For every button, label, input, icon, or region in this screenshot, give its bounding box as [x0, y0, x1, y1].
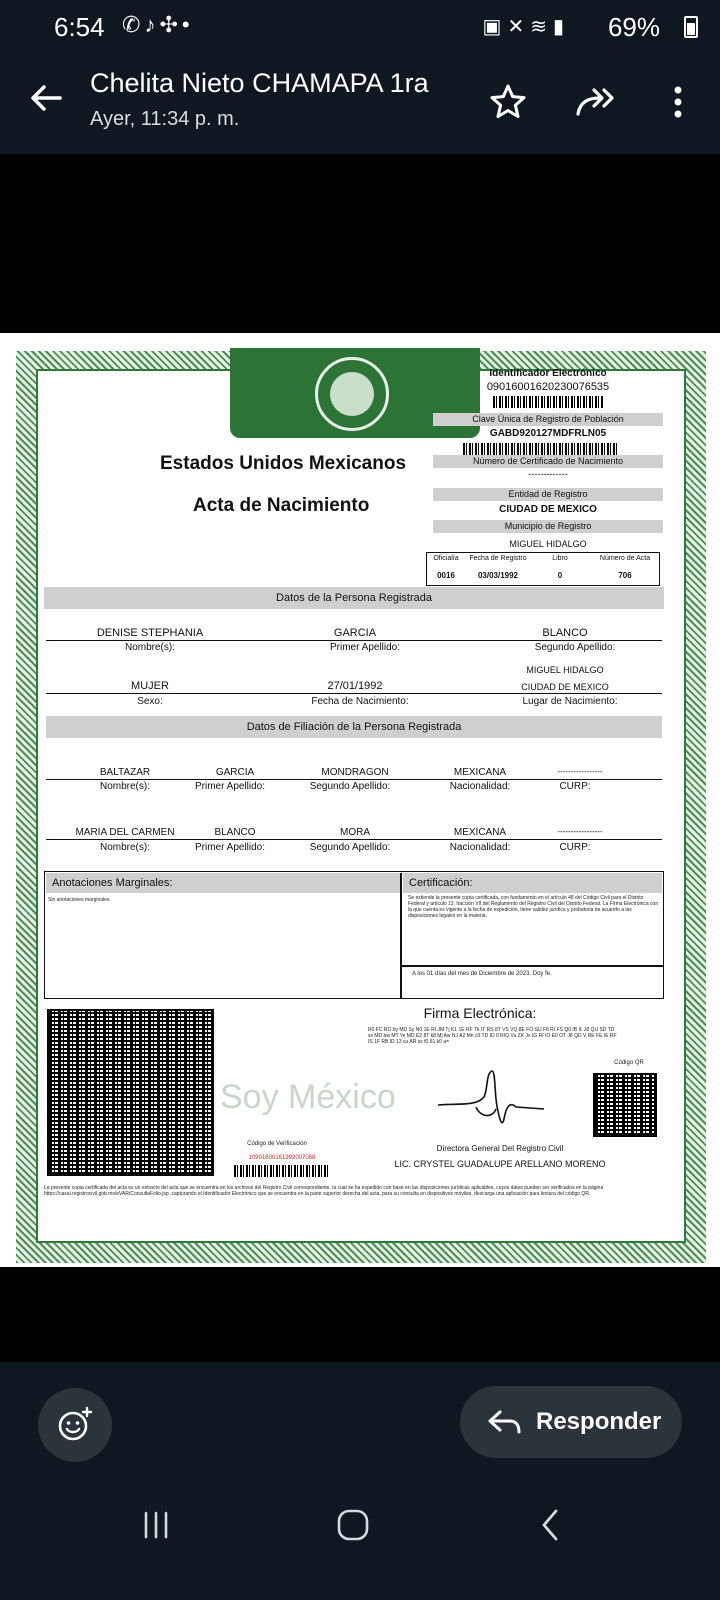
label-madre-curp: CURP: [559, 842, 591, 853]
home-icon[interactable] [336, 1508, 370, 1542]
divider [46, 779, 662, 780]
id-barcode [493, 396, 603, 408]
back-arrow-icon[interactable] [24, 76, 68, 120]
person-lugar-2: CIUDAD DE MEXICO [521, 682, 609, 692]
anotaciones-value: Sin anotaciones marginales. [48, 897, 111, 903]
anotaciones-label: Anotaciones Marginales: [46, 873, 400, 893]
person-fecha-nac: 27/01/1992 [327, 680, 383, 692]
footer-legal-text: La presente copia certificada del acta es un extracto del acta que se encuentra en los archivos del Registro Civil correspondiente, la cual se ha expedido con base en las disposiciones jurídicas aplicables, cuyos datos pueden ser verificados en la página https://caxai.registrocivil.gob.mx/eVAR/ConsultaFolio.jsp ,capturando el Identificador Electrónico que se encuentra en la parte superior derecha del acta, para su consulta en dispositivos móviles, descarga una aplicación para lectura del código QR. [44, 1185, 604, 1197]
curp-label: Clave Única de Registro de Población [433, 413, 663, 426]
certificacion-label: Certificación: [403, 873, 662, 893]
box-divider [402, 965, 664, 967]
codigo-verif-value: 10901600161992007068 [248, 1155, 316, 1161]
person-segundo-apellido: BLANCO [542, 627, 588, 639]
divider [46, 693, 662, 694]
recent-apps-icon[interactable] [140, 1510, 172, 1540]
cert-value: ------------- [528, 469, 568, 479]
nfc-icon: ▣ [482, 16, 508, 38]
cert-label: Número de Certificado de Nacimiento [433, 455, 663, 468]
app-bar [0, 52, 720, 154]
padre-curp: ----------------- [557, 767, 603, 776]
forward-icon[interactable] [574, 80, 622, 124]
reg-fecha: 03/03/1992 [477, 571, 519, 580]
national-seal-icon [315, 357, 389, 431]
label-padre-nombre: Nombre(s): [99, 781, 150, 792]
reg-header-libro: Libro [552, 555, 568, 562]
person-sexo: MUJER [131, 680, 169, 692]
document-type-title: Acta de Nacimiento [193, 495, 370, 516]
directora-label: Directora General Del Registro Civil [436, 1144, 564, 1153]
section-filiacion-title: Datos de Filiación de la Persona Registrada [46, 716, 662, 738]
label-madre-primer: Primer Apellido: [194, 842, 266, 853]
document-image[interactable] [0, 333, 720, 1267]
firma-hash: R0 FC RO by MD Sy N0 1E RI JM Tj K1 1E RF Tk IT RS 8T VS VQ 8E FO SU F6 RI FS Q0 IB IL J8 QU SD TD ss MD bw MT Ye MD E2 8T k8 Mj Aw NJ A2 Mn c0 TD ID 0 RIQ Vu ZK Jx IG RI IO E0 OT J8 QD V RE FE IE RF IS 1F RB ID 13 cu AR ss f0 61 k0 a= [368, 1027, 617, 1045]
label-lugar-nac: Lugar de Nacimiento: [522, 696, 618, 707]
reply-bar [0, 1362, 720, 1490]
notification-icons [122, 12, 194, 38]
divider [46, 839, 662, 840]
municipio-label: Municipio de Registro [433, 520, 663, 533]
padre-nacionalidad: MEXICANA [453, 767, 507, 778]
back-nav-icon[interactable] [538, 1508, 564, 1542]
chat-timestamp: Ayer, 11:34 p. m. [90, 108, 240, 130]
municipio-value: MIGUEL HIDALGO [509, 539, 587, 549]
dot-icon: • [181, 12, 194, 37]
signature-icon [436, 1067, 546, 1143]
person-nombre: DENISE STEPHANIA [96, 627, 204, 639]
tiktok-icon: ♪ [144, 12, 160, 37]
small-qr-code [593, 1073, 657, 1137]
madre-nacionalidad: MEXICANA [453, 827, 507, 838]
reply-label: Responder [536, 1408, 662, 1435]
box-divider [400, 873, 402, 999]
reg-header-fecha: Fecha de Registro [469, 555, 527, 562]
padre-segundo-apellido: MONDRAGON [321, 767, 389, 778]
divider [46, 640, 662, 641]
section-person-title: Datos de la Persona Registrada [44, 587, 664, 609]
system-nav-bar [0, 1490, 720, 1600]
entidad-label: Entidad de Registro [433, 488, 663, 501]
padre-primer-apellido: GARCIA [215, 767, 255, 778]
person-lugar-1: MIGUEL HIDALGO [526, 665, 604, 675]
certificacion-text: Se extiende la presente copia certificada, con fundamento en el artículo 48 del Código Civil para el Distrito Federal y artículo 13, fracción VII del Reglamento del Registro Civil del Distrito Federal. La Firma Electrónica con la que cuenta es vigente a la fecha de expedición, tiene validez jurídica y probatoria de acuerdo a las disposiciones legales en la materia. [408, 895, 659, 919]
signal-icon: ▮ [552, 16, 570, 38]
madre-nombre: MARIA DEL CARMEN [75, 827, 175, 838]
reg-acta: 706 [618, 571, 632, 580]
emoji-add-icon [56, 1406, 94, 1444]
codigo-verif-label: Código de Verificación [247, 1141, 307, 1147]
entidad-value: CIUDAD DE MEXICO [499, 504, 597, 515]
verification-qr-code [47, 1009, 214, 1176]
label-segundo-apellido: Segundo Apellido: [534, 642, 616, 653]
label-padre-nacionalidad: Nacionalidad: [449, 781, 511, 792]
fecha-expedicion: A los 01 días del mes de Diciembre de 2023. Doy fe. [412, 971, 552, 977]
label-primer-apellido: Primer Apellido: [329, 642, 401, 653]
country-title: Estados Unidos Mexicanos [160, 453, 407, 474]
reply-button[interactable] [460, 1386, 682, 1458]
label-padre-segundo: Segundo Apellido: [309, 781, 391, 792]
padre-nombre: BALTAZAR [99, 767, 151, 778]
directora-name: LIC. CRYSTEL GUADALUPE ARELLANO MORENO [394, 1159, 606, 1169]
firma-label: Firma Electrónica: [423, 1005, 537, 1021]
battery-percent: 69% [607, 12, 660, 42]
wifi-icon: ≋ [530, 16, 553, 38]
system-icons [483, 14, 570, 39]
chat-title: Chelita Nieto CHAMAPA 1ra [90, 68, 429, 98]
madre-segundo-apellido: MORA [340, 827, 370, 838]
curp-barcode [463, 443, 618, 455]
star-icon[interactable] [486, 80, 530, 124]
label-sexo: Sexo: [137, 696, 163, 707]
label-padre-primer: Primer Apellido: [194, 781, 266, 792]
label-fecha-nac: Fecha de Nacimiento: [311, 696, 409, 707]
status-bar [0, 0, 720, 52]
soy-mexico-watermark: Soy México [220, 1078, 396, 1116]
battery-icon [684, 16, 698, 38]
reg-oficialia: 0016 [437, 571, 455, 580]
codigo-qr-label: Código QR [614, 1060, 644, 1066]
whatsapp-icon: ✆ [122, 12, 145, 37]
pinwheel-icon: ✣ [159, 12, 182, 37]
id-label: Identificador Electrónico [489, 368, 607, 379]
madre-curp: ----------------- [557, 827, 603, 836]
reg-libro: 0 [557, 571, 563, 580]
madre-primer-apellido: BLANCO [214, 827, 256, 838]
reg-header-acta: Número de Acta [599, 555, 651, 562]
status-time: 6:54 [54, 12, 105, 42]
id-value: 09016001620230076535 [486, 381, 610, 393]
emoji-reaction-button[interactable] [38, 1388, 112, 1462]
reply-arrow-icon [486, 1408, 522, 1436]
person-primer-apellido: GARCIA [333, 627, 377, 639]
label-madre-segundo: Segundo Apellido: [309, 842, 391, 853]
verification-barcode [234, 1165, 330, 1177]
label-madre-nombre: Nombre(s): [99, 842, 150, 853]
label-nombre: Nombre(s): [124, 642, 175, 653]
label-padre-curp: CURP: [559, 781, 591, 792]
mute-icon: ✕ [507, 16, 531, 38]
label-madre-nacionalidad: Nacionalidad: [449, 842, 511, 853]
curp-value: GABD920127MDFRLN05 [489, 428, 607, 439]
reg-header-oficialia: Oficialía [433, 555, 459, 562]
more-options-icon[interactable] [660, 80, 696, 124]
